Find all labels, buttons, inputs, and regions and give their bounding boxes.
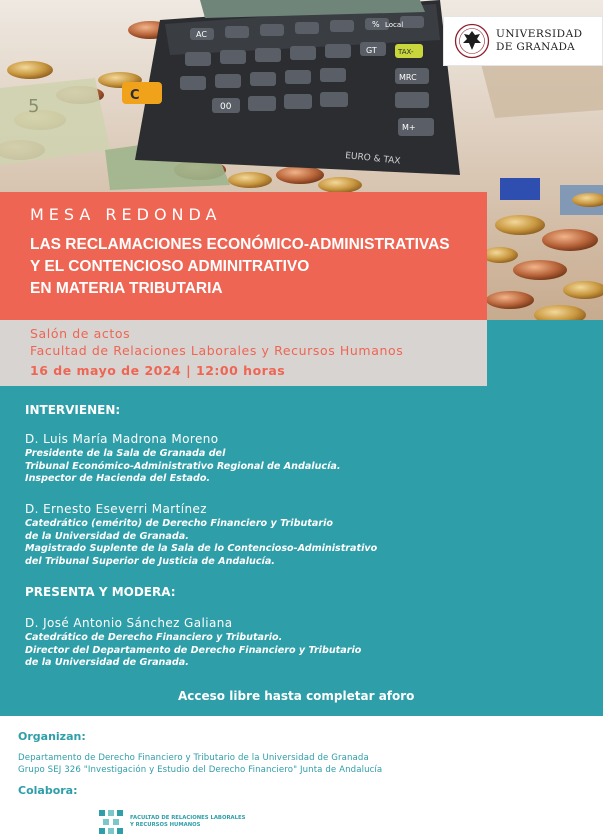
logo-line-2: DE GRANADA [496, 41, 576, 53]
faculty-logo-line: FACULTAD DE RELACIONES LABORALES [130, 815, 246, 821]
calc-key-00: 00 [220, 102, 232, 112]
calc-key-mplus: M+ [402, 123, 416, 132]
bio-line: Tribunal Económico-Administrativo Regional de Andalucía. [25, 460, 341, 472]
speakers-heading: INTERVIENEN: [25, 403, 121, 417]
organizers-list [18, 752, 382, 776]
calc-key-local: Local [385, 21, 404, 29]
title-line: Y EL CONTENCIOSO ADMINITRATIVO [30, 258, 310, 275]
bio-line: Catedrático (emérito) de Derecho Financiero y Tributario [25, 518, 333, 529]
venue-box [0, 320, 487, 386]
speaker-name: D. Ernesto Eseverri Martínez [25, 502, 207, 516]
calc-key-c: C [130, 88, 140, 103]
organizer: Departamento de Derecho Financiero y Tributario de la Universidad de Granada [18, 753, 369, 763]
moderator-heading: PRESENTA Y MODERA: [25, 585, 176, 599]
collaborator-heading: Colabora: [18, 784, 78, 797]
event-datetime: 16 de mayo de 2024 | 12:00 horas [30, 363, 286, 378]
speaker-name: D. Luis María Madrona Moreno [25, 432, 219, 446]
calc-key-percent: % [372, 20, 380, 29]
logo-line-1: UNIVERSIDAD [496, 28, 583, 40]
bio-line: Inspector de Hacienda del Estado. [25, 473, 211, 484]
title-line: EN MATERIA TRIBUTARIA [30, 280, 223, 297]
calc-brand: EURO & TAX [344, 151, 401, 167]
bio-line: Presidente de la Sala de Granada del [25, 448, 226, 459]
faculty-emblem-icon [98, 809, 124, 835]
calc-key-tax: TAX- [398, 48, 414, 56]
calculator [122, 0, 460, 175]
calc-key-gt: GT [366, 46, 377, 55]
university-seal-icon [454, 23, 490, 59]
event-type: MESA REDONDA [30, 205, 222, 224]
faculty-logo-line: Y RECURSOS HUMANOS [130, 822, 201, 828]
organizer: Grupo SEJ 326 "Investigación y Estudio del Derecho Financiero" Junta de Andalucía [18, 765, 383, 775]
calc-key-mrc: MRC [399, 73, 417, 82]
moderator-name: D. José Antonio Sánchez Galiana [25, 616, 233, 630]
venue-place: Salón de actos [30, 326, 131, 341]
bio-line: del Tribunal Superior de Justicia de Andalucía. [25, 555, 275, 567]
speaker-bio [25, 448, 341, 486]
bio-line: Catedrático de Derecho Financiero y Tributario. [25, 632, 283, 643]
bio-line: de la Universidad de Granada. [25, 530, 189, 542]
bio-line: Director del Departamento de Derecho Financiero y Tributario [25, 644, 362, 656]
teal-accent [487, 320, 603, 386]
faculty-logo [98, 809, 245, 835]
speaker-bio [25, 518, 377, 568]
university-logo [443, 16, 603, 66]
venue-faculty: Facultad de Relaciones Laborales y Recursos Humanos [30, 343, 404, 358]
organizers-heading: Organizan: [18, 730, 86, 743]
moderator-bio [25, 632, 361, 670]
bio-line: de la Universidad de Granada. [25, 657, 189, 668]
svg-text:5: 5 [28, 96, 40, 117]
access-note: Acceso libre hasta completar aforo [178, 689, 415, 703]
bio-line: Magistrado Suplente de la Sala de lo Contencioso-Administrativo [25, 543, 378, 554]
calc-key-ac: AC [196, 30, 207, 39]
event-title [30, 234, 480, 300]
title-line: LAS RECLAMACIONES ECONÓMICO-ADMINISTRATIVAS [30, 236, 450, 253]
